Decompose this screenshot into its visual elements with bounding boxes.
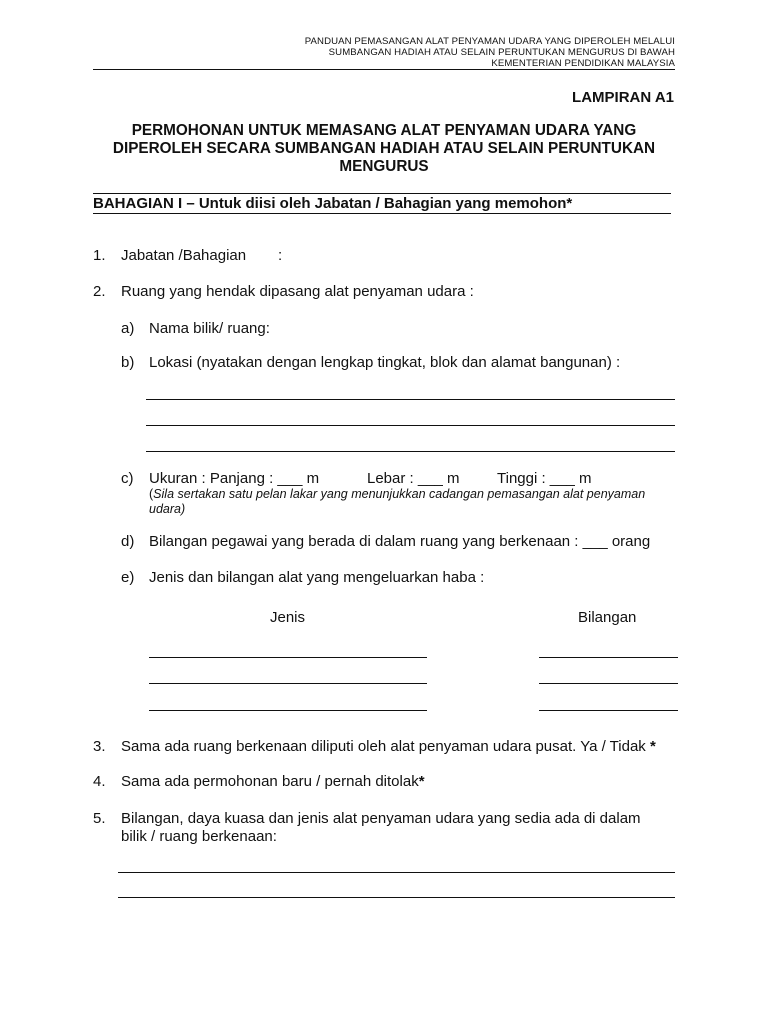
- item-5-number: 5.: [93, 810, 106, 827]
- bilangan-line-2[interactable]: [539, 683, 678, 684]
- item-e-text: Jenis dan bilangan alat yang mengeluarkan haba :: [149, 569, 485, 586]
- ukuran-note: [149, 487, 675, 516]
- section-heading: BAHAGIAN I – Untuk diisi oleh Jabatan / Bahagian yang memohon*: [93, 195, 573, 212]
- item-b-letter: b): [121, 354, 135, 371]
- item-1-colon: :: [278, 247, 283, 264]
- jenis-line-3[interactable]: [149, 710, 427, 711]
- title-line-2: DIPEROLEH SECARA SUMBANGAN HADIAH ATAU SELAIN PERUNTUKAN: [112, 140, 656, 157]
- item-4-star: *: [418, 773, 425, 790]
- title-line-3: MENGURUS: [339, 158, 429, 175]
- note-open-paren: (: [149, 487, 154, 501]
- jenis-line-2[interactable]: [149, 683, 427, 684]
- lampiran-label: LAMPIRAN A1: [572, 89, 674, 106]
- jenis-line-1[interactable]: [149, 657, 427, 658]
- item-4-text: [121, 773, 425, 791]
- ukuran-tinggi: Tinggi : ___ m: [497, 470, 592, 487]
- form-title: [93, 122, 675, 176]
- item-5-text: [121, 810, 674, 846]
- item-4-number: 4.: [93, 773, 106, 790]
- item-5-line-1: Bilangan, daya kuasa dan jenis alat penyaman udara yang sedia ada di dalam: [121, 810, 641, 827]
- lokasi-line-3[interactable]: [146, 451, 675, 452]
- header-rule: [93, 69, 675, 70]
- item-2-text: Ruang yang hendak dipasang alat penyaman udara :: [121, 283, 474, 300]
- lokasi-line-1[interactable]: [146, 399, 675, 400]
- item-3-text: [121, 738, 656, 756]
- bilangan-line-1[interactable]: [539, 657, 678, 658]
- item-e-letter: e): [121, 569, 135, 586]
- header-line-3: KEMENTERIAN PENDIDIKAN MALAYSIA: [491, 58, 675, 69]
- item-5-answer-line-2[interactable]: [118, 897, 675, 898]
- item-2-number: 2.: [93, 283, 106, 300]
- item-d-letter: d): [121, 533, 135, 550]
- column-bilangan: Bilangan: [578, 609, 637, 626]
- item-5-answer-line-1[interactable]: [118, 872, 675, 873]
- item-1-label: Jabatan /Bahagian: [121, 247, 247, 264]
- item-a-letter: a): [121, 320, 135, 337]
- ukuran-lebar: Lebar : ___ m: [367, 470, 460, 487]
- note-line-2: udara): [149, 501, 186, 516]
- item-a-text: Nama bilik/ ruang:: [149, 320, 270, 337]
- ukuran-panjang: Ukuran : Panjang : ___ m: [149, 470, 320, 487]
- title-line-1: PERMOHONAN UNTUK MEMASANG ALAT PENYAMAN UDARA YANG: [131, 122, 637, 139]
- item-3-star: *: [649, 738, 656, 755]
- bilangan-line-3[interactable]: [539, 710, 678, 711]
- section-top-rule: [93, 193, 671, 194]
- lokasi-line-2[interactable]: [146, 425, 675, 426]
- item-1-number: 1.: [93, 247, 106, 264]
- header-line-2: SUMBANGAN HADIAH ATAU SELAIN PERUNTUKAN MENGURUS DI BAWAH: [328, 47, 675, 58]
- section-bottom-rule: [93, 213, 671, 214]
- item-4-question: Sama ada permohonan baru / pernah ditolak: [121, 773, 419, 790]
- item-b-text: Lokasi (nyatakan dengan lengkap tingkat, blok dan alamat bangunan) :: [149, 354, 621, 371]
- item-5-line-2: bilik / ruang berkenaan:: [121, 828, 277, 845]
- item-3-question: Sama ada ruang berkenaan diliputi oleh alat penyaman udara pusat. Ya / Tidak: [121, 738, 646, 755]
- column-jenis: Jenis: [270, 609, 306, 626]
- item-c-letter: c): [121, 470, 134, 487]
- header-line-1: PANDUAN PEMASANGAN ALAT PENYAMAN UDARA YANG DIPEROLEH MELALUI: [304, 36, 675, 47]
- item-d-text: Bilangan pegawai yang berada di dalam ruang yang berkenaan : ___ orang: [149, 533, 651, 550]
- note-line-1: Sila sertakan satu pelan lakar yang menunjukkan cadangan pemasangan alat penyaman: [153, 487, 646, 501]
- item-3-number: 3.: [93, 738, 106, 755]
